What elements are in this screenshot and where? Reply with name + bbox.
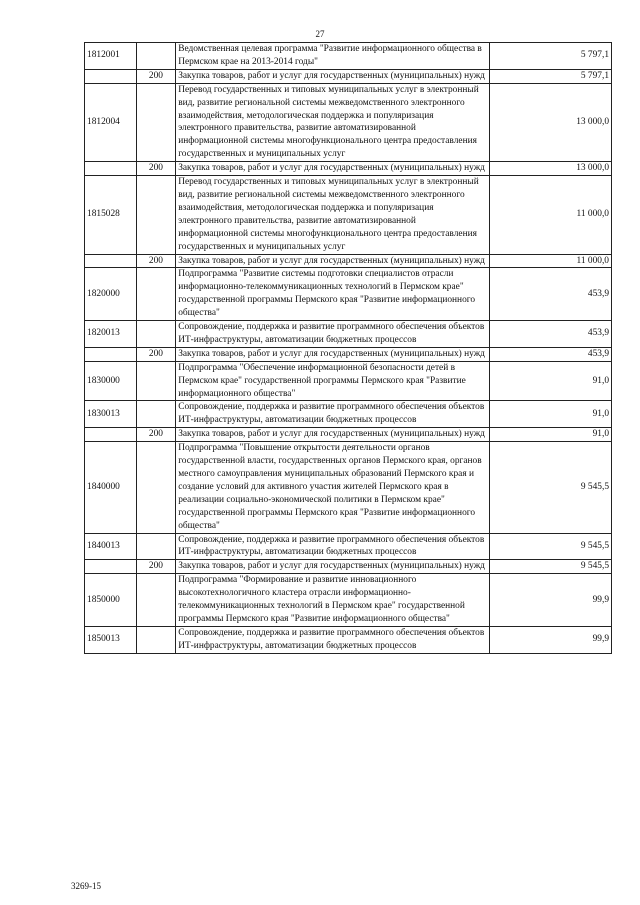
- target-article-code: 1812004: [85, 83, 137, 161]
- amount: 99,9: [490, 574, 612, 627]
- amount: 13 000,0: [490, 83, 612, 161]
- table-row: [85, 574, 612, 627]
- table-row: [85, 361, 612, 401]
- item-name: Закупка товаров, работ и услуг для государственных (муниципальных) нужд: [176, 254, 490, 268]
- table-row: [85, 533, 612, 560]
- budget-table: [84, 42, 612, 654]
- amount: 11 000,0: [490, 254, 612, 268]
- expense-type-code: [136, 574, 176, 627]
- amount: 5 797,1: [490, 69, 612, 83]
- expense-type-code: [136, 626, 176, 653]
- page-number: 27: [315, 29, 325, 39]
- item-name: Закупка товаров, работ и услуг для государственных (муниципальных) нужд: [176, 69, 490, 83]
- document-code: 3269-15: [71, 881, 101, 891]
- table-row: [85, 268, 612, 321]
- target-article-code: [85, 254, 137, 268]
- amount: 11 000,0: [490, 176, 612, 254]
- target-article-code: 1840000: [85, 442, 137, 533]
- table-row: [85, 176, 612, 254]
- expense-type-code: 200: [136, 254, 176, 268]
- amount: 91,0: [490, 401, 612, 428]
- item-name: Сопровождение, поддержка и развитие программного обеспечения объектов ИТ-инфраструктуры, автоматизации бюджетных процессов: [176, 321, 490, 348]
- item-name: Перевод государственных и типовых муниципальных услуг в электронный вид, развитие региональной системы межведомственного электронного взаимодействия, методологическая поддержка и популяризация электронного правительства, развитие автоматизированной информационной системы многофункционального центра предоставления государственных и муниципальных услуг: [176, 83, 490, 161]
- target-article-code: 1850013: [85, 626, 137, 653]
- target-article-code: 1830013: [85, 401, 137, 428]
- amount: 99,9: [490, 626, 612, 653]
- amount: 453,9: [490, 347, 612, 361]
- table-row: [85, 254, 612, 268]
- item-name: Закупка товаров, работ и услуг для государственных (муниципальных) нужд: [176, 560, 490, 574]
- item-name: Подпрограмма "Развитие системы подготовки специалистов отрасли информационно-телекоммуникационных технологий в Пермском крае" государственной программы Пермского края "Развитие информационного общества": [176, 268, 490, 321]
- target-article-code: 1820000: [85, 268, 137, 321]
- item-name: Ведомственная целевая программа "Развитие информационного общества в Пермском крае на 2013-2014 годы": [176, 43, 490, 70]
- expense-type-code: [136, 401, 176, 428]
- amount: 9 545,5: [490, 533, 612, 560]
- amount: 13 000,0: [490, 162, 612, 176]
- table-row: [85, 442, 612, 533]
- table-row: [85, 428, 612, 442]
- amount: 9 545,5: [490, 442, 612, 533]
- target-article-code: [85, 347, 137, 361]
- expense-type-code: [136, 83, 176, 161]
- target-article-code: [85, 428, 137, 442]
- item-name: Закупка товаров, работ и услуг для государственных (муниципальных) нужд: [176, 347, 490, 361]
- expense-type-code: 200: [136, 347, 176, 361]
- expense-type-code: 200: [136, 560, 176, 574]
- budget-table-body: [85, 43, 612, 654]
- expense-type-code: [136, 176, 176, 254]
- expense-type-code: [136, 321, 176, 348]
- item-name: Сопровождение, поддержка и развитие программного обеспечения объектов ИТ-инфраструктуры, автоматизации бюджетных процессов: [176, 533, 490, 560]
- item-name: Сопровождение, поддержка и развитие программного обеспечения объектов ИТ-инфраструктуры, автоматизации бюджетных процессов: [176, 401, 490, 428]
- expense-type-code: [136, 442, 176, 533]
- target-article-code: [85, 69, 137, 83]
- expense-type-code: 200: [136, 428, 176, 442]
- amount: 5 797,1: [490, 43, 612, 70]
- table-row: [85, 347, 612, 361]
- expense-type-code: [136, 533, 176, 560]
- item-name: Закупка товаров, работ и услуг для государственных (муниципальных) нужд: [176, 428, 490, 442]
- target-article-code: 1820013: [85, 321, 137, 348]
- amount: 453,9: [490, 268, 612, 321]
- expense-type-code: 200: [136, 162, 176, 176]
- item-name: Подпрограмма "Формирование и развитие инновационного высокотехнологичного кластера отрасли информационно-телекоммуникационных технологий в Пермском крае" государственной программы Пермского края "Развитие информационного общества": [176, 574, 490, 627]
- table-row: [85, 626, 612, 653]
- amount: 91,0: [490, 428, 612, 442]
- item-name: Подпрограмма "Повышение открытости деятельности органов государственной власти, государственных органов Пермского края, органов местного самоуправления муниципальных образований Пермского края и создание условий для активного участия жителей Пермского края в реализации социально-экономической политики в Пермском крае" государственной программы Пермского края "Развитие информационного общества": [176, 442, 490, 533]
- table-row: [85, 401, 612, 428]
- target-article-code: 1812001: [85, 43, 137, 70]
- amount: 91,0: [490, 361, 612, 401]
- amount: 453,9: [490, 321, 612, 348]
- item-name: Перевод государственных и типовых муниципальных услуг в электронный вид, развитие региональной системы межведомственного электронного взаимодействия, методологическая поддержка и популяризация электронного правительства, развитие автоматизированной информационной системы многофункционального центра предоставления государственных и муниципальных услуг: [176, 176, 490, 254]
- target-article-code: 1850000: [85, 574, 137, 627]
- expense-type-code: 200: [136, 69, 176, 83]
- table-row: [85, 43, 612, 70]
- table-row: [85, 162, 612, 176]
- item-name: Подпрограмма "Обеспечение информационной безопасности детей в Пермском крае" государственной программы Пермского края "Развитие информационного общества": [176, 361, 490, 401]
- item-name: Сопровождение, поддержка и развитие программного обеспечения объектов ИТ-инфраструктуры, автоматизации бюджетных процессов: [176, 626, 490, 653]
- expense-type-code: [136, 43, 176, 70]
- amount: 9 545,5: [490, 560, 612, 574]
- target-article-code: 1840013: [85, 533, 137, 560]
- table-row: [85, 83, 612, 161]
- table-row: [85, 560, 612, 574]
- expense-type-code: [136, 361, 176, 401]
- target-article-code: 1815028: [85, 176, 137, 254]
- expense-type-code: [136, 268, 176, 321]
- table-row: [85, 321, 612, 348]
- table-row: [85, 69, 612, 83]
- target-article-code: [85, 162, 137, 176]
- target-article-code: 1830000: [85, 361, 137, 401]
- item-name: Закупка товаров, работ и услуг для государственных (муниципальных) нужд: [176, 162, 490, 176]
- target-article-code: [85, 560, 137, 574]
